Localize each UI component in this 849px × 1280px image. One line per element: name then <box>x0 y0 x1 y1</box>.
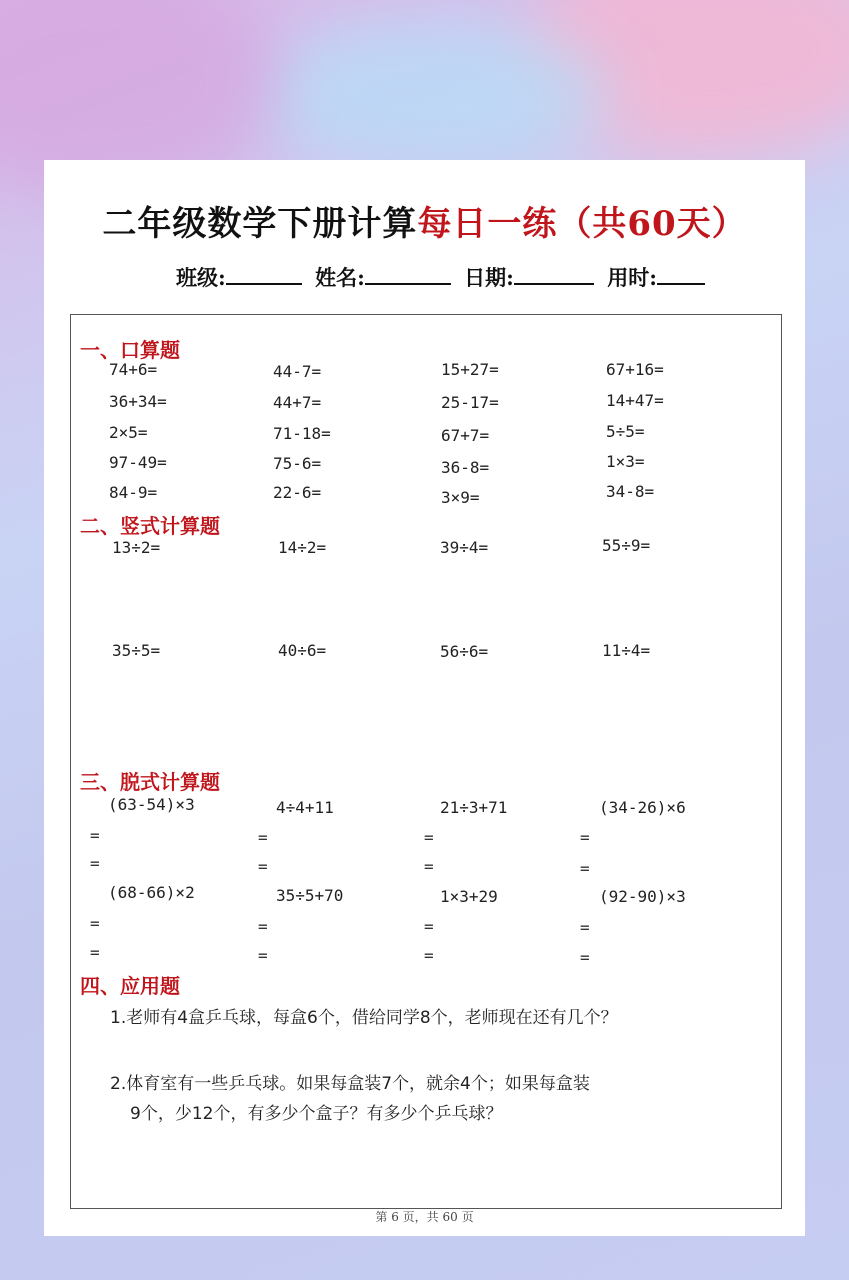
step-item: (68-66)×2 <box>108 883 195 902</box>
mental-item: 67+16= <box>606 360 664 379</box>
word-problem-2-line-2: 9个，少12个，有多少个盒子？有多少个乒乓球？ <box>130 1104 503 1124</box>
equals-sign: = <box>580 859 590 878</box>
page-footer: 第 6 页，共 60 页 <box>375 1210 474 1224</box>
class-label: 班级: <box>176 265 226 290</box>
date-label: 日期: <box>464 265 514 290</box>
equals-sign: = <box>424 946 434 965</box>
mental-item: 2×5= <box>109 423 148 442</box>
mental-item: 14+47= <box>606 391 664 410</box>
vertical-item: 11÷4= <box>602 641 651 660</box>
name-label: 姓名: <box>315 265 365 290</box>
student-info-row <box>176 262 711 292</box>
equals-sign: = <box>580 828 590 847</box>
equals-sign: = <box>580 918 590 937</box>
step-item: 1×3+29 <box>440 887 498 906</box>
vertical-item: 35÷5= <box>112 641 161 660</box>
equals-sign: = <box>424 917 434 936</box>
section-heading-word-problems: 四、应用题 <box>80 974 180 998</box>
step-item: 35÷5+70 <box>276 886 344 905</box>
equals-sign: = <box>258 828 268 847</box>
vertical-item: 39÷4= <box>440 538 489 557</box>
step-item: 4÷4+11 <box>276 798 334 817</box>
mental-item: 74+6= <box>109 360 158 379</box>
equals-sign: = <box>258 946 268 965</box>
mental-item: 75-6= <box>273 454 322 473</box>
step-item: (92-90)×3 <box>599 887 686 906</box>
section-heading-step-calc: 三、脱式计算题 <box>80 770 220 794</box>
mental-item: 44+7= <box>273 393 322 412</box>
equals-sign: = <box>90 826 100 845</box>
equals-sign: = <box>90 914 100 933</box>
equals-sign: = <box>258 857 268 876</box>
vertical-item: 56÷6= <box>440 642 489 661</box>
mental-item: 15+27= <box>441 360 499 379</box>
mental-item: 22-6= <box>273 483 322 502</box>
mental-item: 5÷5= <box>606 422 645 441</box>
page-title <box>44 196 805 245</box>
name-field[interactable] <box>315 262 451 292</box>
mental-item: 36+34= <box>109 392 167 411</box>
step-item: (34-26)×6 <box>599 798 686 817</box>
class-field[interactable] <box>176 262 302 292</box>
vertical-item: 55÷9= <box>602 536 651 555</box>
worksheet-page <box>44 160 805 1236</box>
word-problem-2-line-1: 2.体育室有一些乒乓球。如果每盒装7个，就余4个；如果每盒装 <box>110 1074 590 1094</box>
equals-sign: = <box>90 943 100 962</box>
mental-item: 36-8= <box>441 458 490 477</box>
word-problem-1: 1.老师有4盒乒乓球，每盒6个，借给同学8个，老师现在还有几个？ <box>110 1008 618 1028</box>
equals-sign: = <box>580 948 590 967</box>
time-field[interactable] <box>607 262 705 292</box>
section-heading-vertical-calc: 二、竖式计算题 <box>80 514 220 538</box>
vertical-item: 13÷2= <box>112 538 161 557</box>
mental-item: 97-49= <box>109 453 167 472</box>
mental-item: 44-7= <box>273 362 322 381</box>
background-blue-glow <box>250 20 610 170</box>
title-main: 二年级数学下册计算 <box>102 204 418 244</box>
section-heading-mental-math: 一、口算题 <box>80 338 180 362</box>
title-highlight: 每日一练（共60天） <box>417 204 747 244</box>
mental-item: 3×9= <box>441 488 480 507</box>
mental-item: 1×3= <box>606 452 645 471</box>
equals-sign: = <box>424 828 434 847</box>
equals-sign: = <box>90 854 100 873</box>
equals-sign: = <box>424 857 434 876</box>
mental-item: 84-9= <box>109 483 158 502</box>
vertical-item: 40÷6= <box>278 641 327 660</box>
date-field[interactable] <box>464 262 594 292</box>
mental-item: 71-18= <box>273 424 331 443</box>
equals-sign: = <box>258 917 268 936</box>
step-item: 21÷3+71 <box>440 798 508 817</box>
mental-item: 67+7= <box>441 426 490 445</box>
mental-item: 34-8= <box>606 482 655 501</box>
time-label: 用时: <box>607 265 657 290</box>
step-item: (63-54)×3 <box>108 795 195 814</box>
vertical-item: 14÷2= <box>278 538 327 557</box>
mental-item: 25-17= <box>441 393 499 412</box>
